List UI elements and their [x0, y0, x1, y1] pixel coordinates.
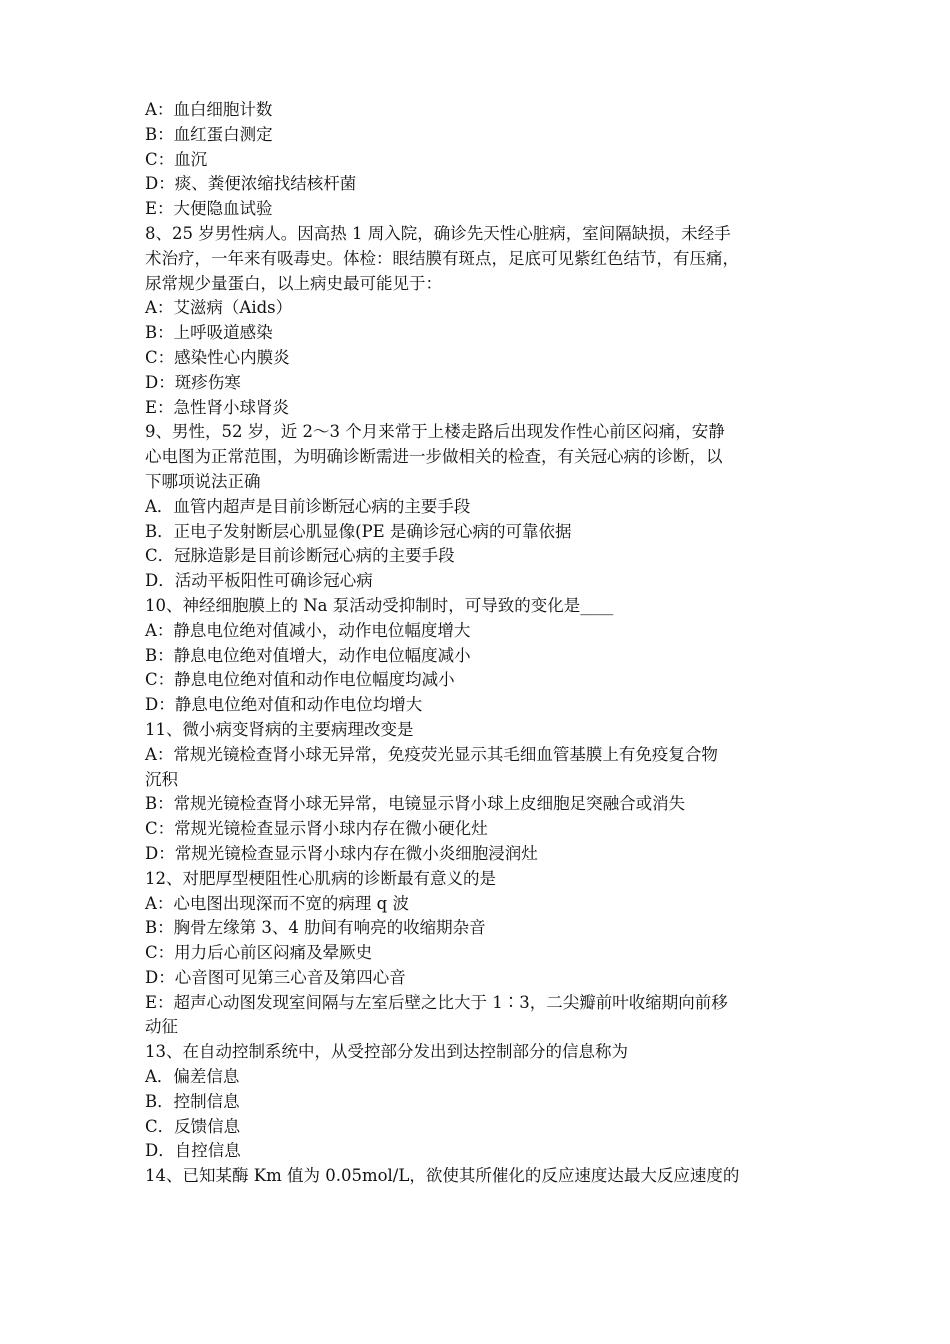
- text-line: B．控制信息: [145, 1091, 240, 1111]
- text-line: 12、对肥厚型梗阻性心肌病的诊断最有意义的是: [145, 868, 496, 888]
- text-line: D：静息电位绝对值和动作电位均增大: [145, 695, 423, 715]
- text-line: D．自控信息: [145, 1141, 241, 1161]
- text-line: A：心电图出现深而不宽的病理 q 波: [145, 893, 409, 913]
- text-line: E：大便隐血试验: [145, 199, 273, 219]
- text-line: 动征: [145, 1017, 178, 1037]
- document-body: [145, 98, 810, 1189]
- text-line: A：静息电位绝对值减小，动作电位幅度增大: [145, 620, 471, 640]
- text-line: C：感染性心内膜炎: [145, 347, 290, 367]
- text-line: D：心音图可见第三心音及第四心音: [145, 967, 406, 987]
- text-line: B．正电子发射断层心肌显像(PE 是确诊冠心病的可靠依据: [145, 521, 572, 541]
- text-line: B：常规光镜检查肾小球无异常，电镜显示肾小球上皮细胞足突融合或消失: [145, 794, 686, 814]
- text-line: C：血沉: [145, 149, 208, 169]
- text-line: C：常规光镜检查显示肾小球内存在微小硬化灶: [145, 819, 488, 839]
- text-line: B：胸骨左缘第 3、4 肋间有响亮的收缩期杂音: [145, 918, 486, 938]
- text-line: D：常规光镜检查显示肾小球内存在微小炎细胞浸润灶: [145, 843, 538, 863]
- text-line: D：斑疹伤寒: [145, 372, 241, 392]
- text-line: 14、已知某酶 Km 值为 0.05mol/L，欲使其所催化的反应速度达最大反应速度的: [145, 1166, 740, 1186]
- text-line: 心电图为正常范围，为明确诊断需进一步做相关的检查，有关冠心病的诊断，以: [145, 447, 723, 467]
- text-line: 术治疗，一年来有吸毒史。体检：眼结膜有斑点，足底可见紫红色结节，有压痛，: [145, 248, 739, 268]
- text-line: B：血红蛋白测定: [145, 124, 273, 144]
- text-line: A．血管内超声是目前诊断冠心病的主要手段: [145, 496, 471, 516]
- text-line: D：痰、粪便浓缩找结核杆菌: [145, 174, 357, 194]
- text-line: 沉积: [145, 769, 178, 789]
- text-line: E：超声心动图发现室间隔与左室后壁之比大于 1∶3，二尖瓣前叶收缩期向前移: [145, 992, 728, 1012]
- text-line: 尿常规少量蛋白，以上病史最可能见于：: [145, 273, 442, 293]
- text-line: A：常规光镜检查肾小球无异常，免疫荧光显示其毛细血管基膜上有免疫复合物: [145, 744, 718, 764]
- text-line: B：静息电位绝对值增大，动作电位幅度减小: [145, 645, 471, 665]
- text-line: 13、在自动控制系统中，从受控部分发出到达控制部分的信息称为: [145, 1042, 628, 1062]
- text-line: 9、男性，52 岁，近 2～3 个月来常于上楼走路后出现发作性心前区闷痛，安静: [145, 422, 725, 442]
- text-line: 8、25 岁男性病人。因高热 1 周入院，确诊先天性心脏病，室间隔缺损，未经手: [145, 223, 731, 243]
- text-line: C．反馈信息: [145, 1116, 241, 1136]
- text-line: D．活动平板阳性可确诊冠心病: [145, 571, 373, 591]
- text-line: E：急性肾小球肾炎: [145, 397, 290, 417]
- text-line: C：用力后心前区闷痛及晕厥史: [145, 943, 373, 963]
- text-line: B：上呼吸道感染: [145, 323, 273, 343]
- text-line: C：静息电位绝对值和动作电位幅度均减小: [145, 670, 455, 690]
- text-line: 下哪项说法正确: [145, 471, 261, 491]
- text-line: 10、神经细胞膜上的 Na 泵活动受抑制时，可导致的变化是____: [145, 595, 614, 615]
- text-line: C．冠脉造影是目前诊断冠心病的主要手段: [145, 546, 455, 566]
- text-line: A：艾滋病（Aids）: [145, 298, 293, 318]
- text-line: 11、微小病变肾病的主要病理改变是: [145, 719, 414, 739]
- text-line: A．偏差信息: [145, 1067, 240, 1087]
- text-line: A：血白细胞计数: [145, 100, 273, 119]
